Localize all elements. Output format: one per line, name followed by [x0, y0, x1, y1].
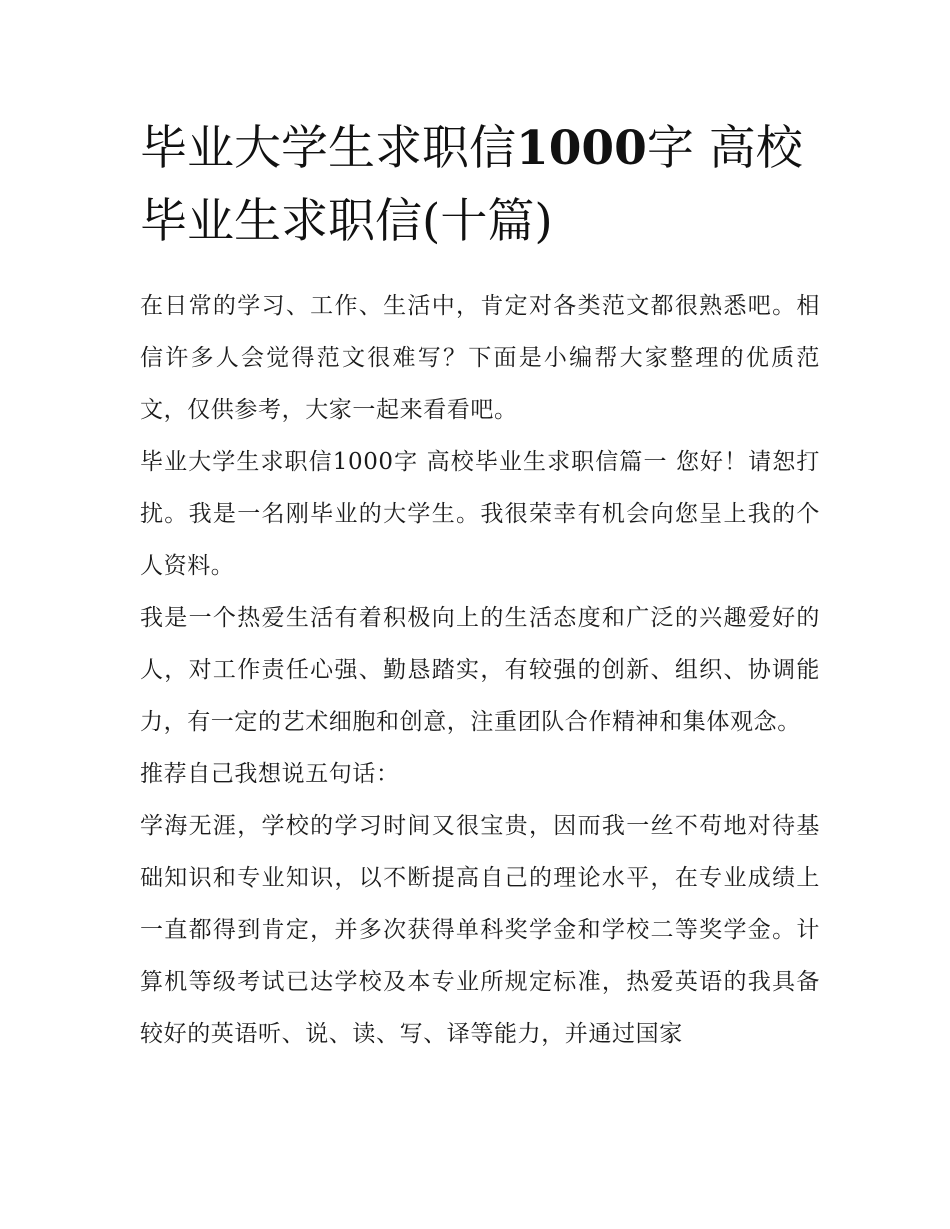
- paragraph-five-sentences-heading: 推荐自己我想说五句话：: [140, 761, 400, 787]
- document-title: 毕业大学生求职信1000字 高校毕业生求职信(十篇): [140, 121, 803, 249]
- document-body: [140, 112, 820, 1060]
- title-number: 1000: [516, 121, 647, 176]
- paragraph-self-description: 我是一个热爱生活有着积极向上的生活态度和广泛的兴趣爱好的人，对工作责任心强、勤恳踏实，有较强的创新、组织、协调能力，有一定的艺术细胞和创意，注重团队合作精神和集体观念。: [140, 605, 820, 735]
- paragraph-intro: 在日常的学习、工作、生活中，肯定对各类范文都很熟悉吧。相信许多人会觉得范文很难写？下面是小编帮大家整理的优质范文，仅供参考，大家一起来看看吧。: [140, 293, 820, 423]
- paragraph-academic-record: 学海无涯，学校的学习时间又很宝贵，因而我一丝不苟地对待基础知识和专业知识，以不断提高自己的理论水平，在专业成绩上一直都得到肯定，并多次获得单科奖学金和学校二等奖学金。计算机等级考试已达学校及本专业所规定标准，热爱英语的我具备较好的英语听、说、读、写、译等能力，并通过国家: [140, 813, 820, 1047]
- paragraph-greeting: 毕业大学生求职信1000字 高校毕业生求职信篇一 您好！请恕打扰。我是一名刚毕业的大学生。我很荣幸有机会向您呈上我的个人资料。: [140, 449, 820, 579]
